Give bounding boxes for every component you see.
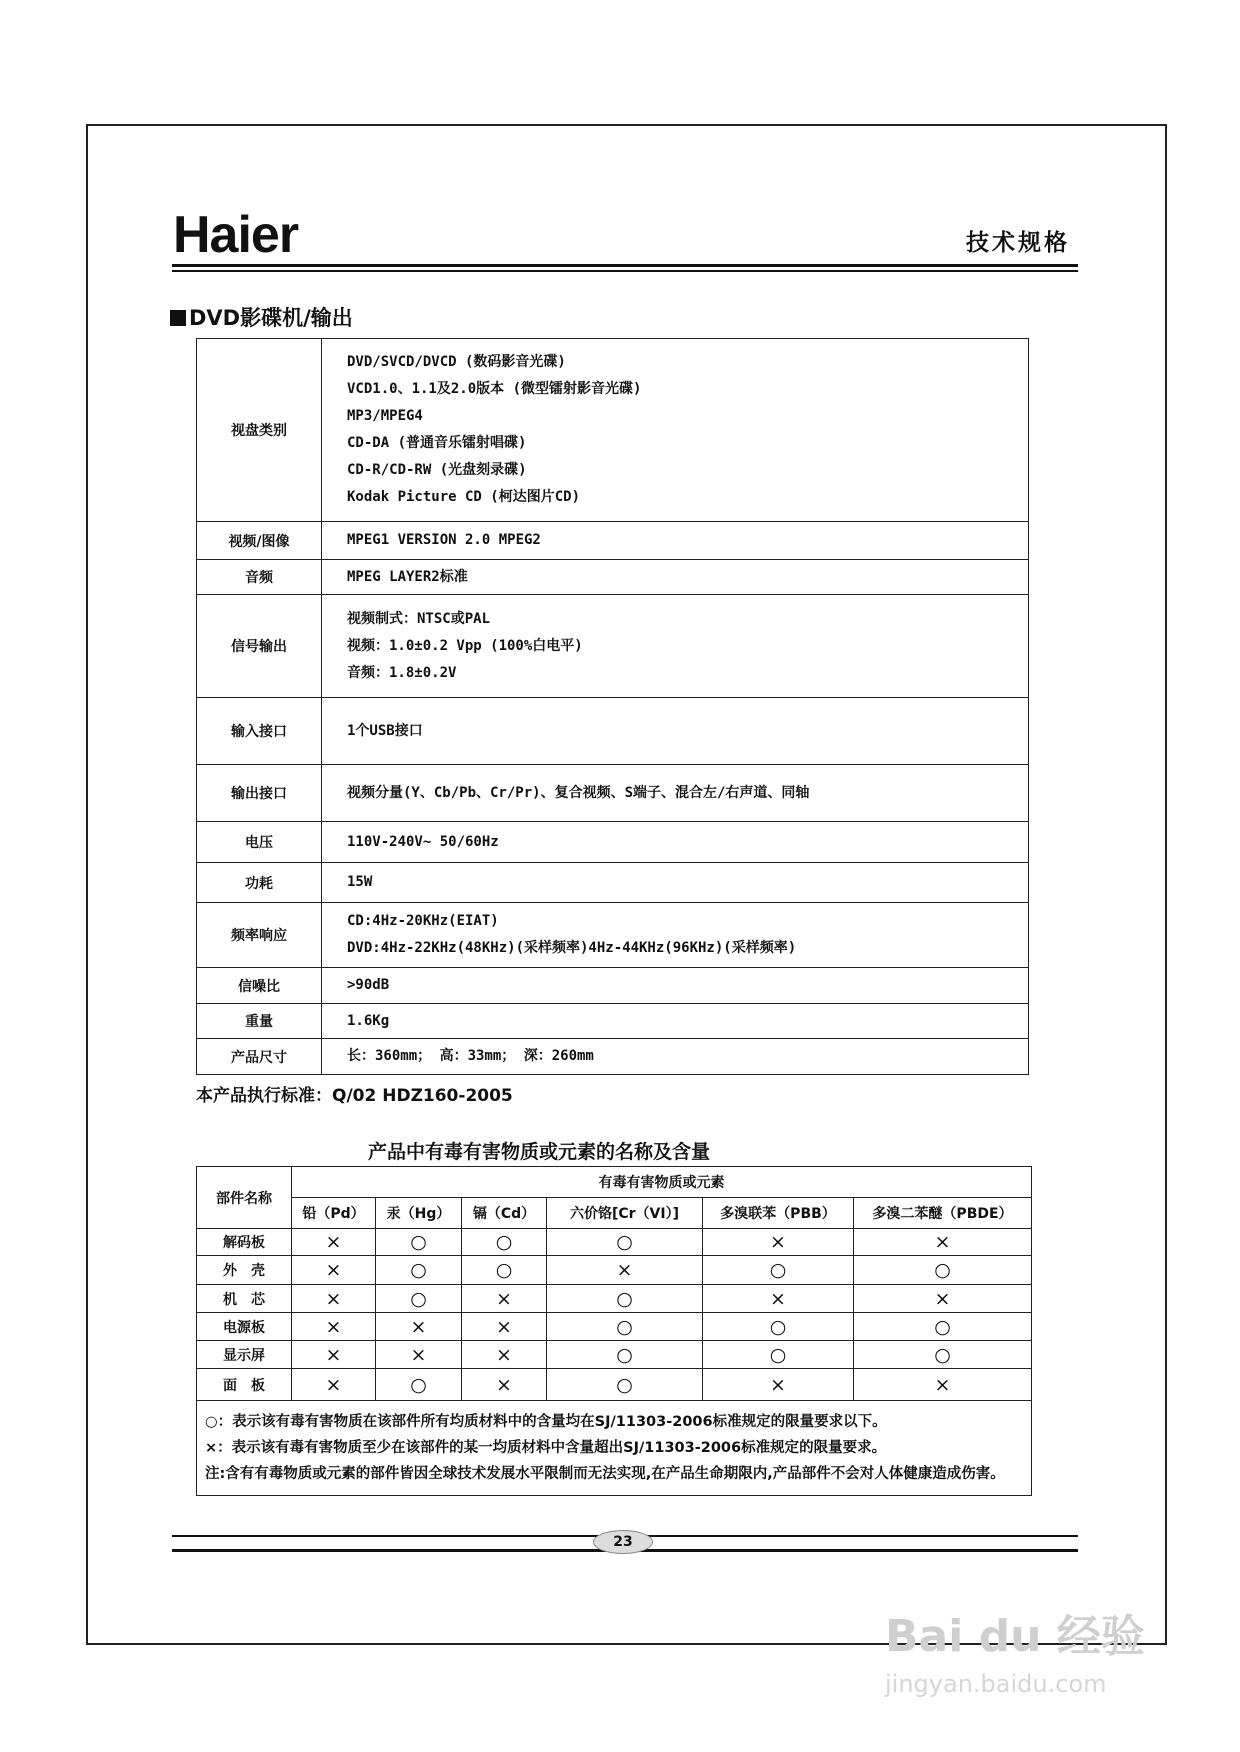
spec-value-line: DVD:4Hz-22KHz(48KHz)(采样频率)4Hz-44KHz(96KHz)(采样频率): [347, 940, 797, 956]
cross-mark-icon: ×: [292, 1256, 376, 1285]
hazard-row: [197, 1229, 1032, 1256]
circle-mark-icon: ○: [462, 1256, 547, 1285]
hazard-row: [197, 1341, 1032, 1369]
spec-value-line: MPEG LAYER2标准: [347, 568, 468, 585]
spec-table: [196, 338, 1029, 1075]
spec-value-line: 视频：1.0±0.2 Vpp (100%白电平): [347, 637, 583, 654]
spec-value-line: MPEG1 VERSION 2.0 MPEG2: [347, 532, 541, 548]
spec-value-line: 长：360mm； 高：33mm； 深：260mm: [347, 1048, 594, 1064]
cross-mark-icon: ×: [854, 1369, 1032, 1401]
spec-label: 频率响应: [197, 903, 322, 968]
substance-column-header: 六价铬[Cr（VI）]: [547, 1198, 703, 1229]
circle-mark-icon: ○: [376, 1369, 462, 1401]
circle-mark-icon: ○: [376, 1229, 462, 1256]
spec-value-line: VCD1.0、1.1及2.0版本 (微型镭射影音光碟): [347, 381, 642, 397]
spec-row: [197, 1004, 1029, 1039]
circle-mark-icon: ○: [854, 1256, 1032, 1285]
spec-label: 输出接口: [197, 765, 322, 822]
hazard-note: ○：表示该有毒有害物质在该部件所有均质材料中的含量均在SJ/11303-2006标准规定的限量要求以下。: [205, 1414, 887, 1430]
spec-value: [322, 968, 1029, 1004]
spec-value-line: DVD/SVCD/DVCD (数码影音光碟): [347, 354, 566, 370]
spec-row: [197, 903, 1029, 968]
spec-value-line: 音频：1.8±0.2V: [347, 664, 457, 681]
spec-label: 输入接口: [197, 698, 322, 765]
circle-mark-icon: ○: [703, 1341, 854, 1369]
hazard-notes: [197, 1401, 1032, 1496]
document-title: 技术规格: [966, 230, 1070, 256]
spec-value-line: 视频分量(Y、Cb/Pb、Cr/Pr)、复合视频、S端子、混合左/右声道、同轴: [347, 784, 810, 801]
part-name: 机 芯: [197, 1285, 292, 1313]
circle-mark-icon: ○: [547, 1369, 703, 1401]
circle-mark-icon: ○: [376, 1256, 462, 1285]
circle-mark-icon: ○: [547, 1229, 703, 1256]
spec-label: 电压: [197, 822, 322, 863]
circle-mark-icon: ○: [854, 1341, 1032, 1369]
spec-row: [197, 339, 1029, 522]
page-number: 23: [593, 1530, 653, 1554]
spec-value-line: 1个USB接口: [347, 722, 423, 739]
circle-mark-icon: ○: [854, 1313, 1032, 1341]
spec-label: 产品尺寸: [197, 1039, 322, 1075]
substance-column-header: 镉（Cd）: [462, 1198, 547, 1229]
square-bullet-icon: [170, 310, 186, 326]
cross-mark-icon: ×: [376, 1341, 462, 1369]
spec-value-line: 15W: [347, 874, 373, 890]
cross-mark-icon: ×: [376, 1313, 462, 1341]
spec-row: [197, 595, 1029, 698]
circle-mark-icon: ○: [547, 1341, 703, 1369]
watermark-url: jingyan.baidu.com: [885, 1670, 1107, 1698]
substance-group-header: 有毒有害物质或元素: [292, 1167, 1032, 1198]
substance-column-header: 铅（Pd）: [292, 1198, 376, 1229]
spec-label: 音频: [197, 560, 322, 595]
spec-value-line: 110V-240V~ 50/60Hz: [347, 833, 499, 850]
cross-mark-icon: ×: [292, 1229, 376, 1256]
hazard-row: [197, 1313, 1032, 1341]
spec-value: [322, 595, 1029, 698]
spec-value: [322, 822, 1029, 863]
spec-value: [322, 765, 1029, 822]
hazard-row: [197, 1285, 1032, 1313]
standard-note: 本产品执行标准：Q/02 HDZ160-2005: [196, 1086, 513, 1106]
spec-value: [322, 903, 1029, 968]
spec-value: [322, 863, 1029, 903]
substance-column-header: 汞（Hg）: [376, 1198, 462, 1229]
part-name: 电源板: [197, 1313, 292, 1341]
cross-mark-icon: ×: [462, 1341, 547, 1369]
spec-row: [197, 522, 1029, 560]
spec-row: [197, 863, 1029, 903]
spec-value-line: 1.6Kg: [347, 1012, 390, 1029]
spec-row: [197, 968, 1029, 1004]
spec-value-line: >90dB: [347, 977, 390, 993]
spec-label: 信号输出: [197, 595, 322, 698]
spec-value: [322, 698, 1029, 765]
watermark-logo: Bai du 经验: [885, 1611, 1145, 1662]
part-name: 解码板: [197, 1229, 292, 1256]
section-title: DVD影碟机/输出: [170, 302, 353, 332]
hazard-table: [196, 1166, 1032, 1496]
circle-mark-icon: ○: [703, 1256, 854, 1285]
cross-mark-icon: ×: [854, 1229, 1032, 1256]
header-rule: [172, 270, 1078, 272]
circle-mark-icon: ○: [547, 1285, 703, 1313]
spec-label: 信噪比: [197, 968, 322, 1004]
cross-mark-icon: ×: [703, 1229, 854, 1256]
haier-logo: Haier: [173, 206, 299, 264]
cross-mark-icon: ×: [547, 1256, 703, 1285]
spec-label: 重量: [197, 1004, 322, 1039]
spec-row: [197, 822, 1029, 863]
circle-mark-icon: ○: [376, 1285, 462, 1313]
cross-mark-icon: ×: [462, 1369, 547, 1401]
circle-mark-icon: ○: [547, 1313, 703, 1341]
spec-label: 视频/图像: [197, 522, 322, 560]
part-name: 外 壳: [197, 1256, 292, 1285]
cross-mark-icon: ×: [292, 1313, 376, 1341]
spec-value-line: MP3/MPEG4: [347, 408, 423, 424]
cross-mark-icon: ×: [854, 1285, 1032, 1313]
spec-row: [197, 1039, 1029, 1075]
cross-mark-icon: ×: [703, 1285, 854, 1313]
spec-row: [197, 765, 1029, 822]
spec-value: [322, 1039, 1029, 1075]
spec-label: 视盘类别: [197, 339, 322, 522]
part-name: 显示屏: [197, 1341, 292, 1369]
spec-value-line: Kodak Picture CD (柯达图片CD): [347, 489, 581, 505]
cross-mark-icon: ×: [462, 1313, 547, 1341]
cross-mark-icon: ×: [703, 1369, 854, 1401]
spec-value: [322, 522, 1029, 560]
hazard-table-title: 产品中有毒有害物质或元素的名称及含量: [368, 1141, 711, 1163]
spec-value-line: CD-DA (普通音乐镭射唱碟): [347, 435, 527, 451]
circle-mark-icon: ○: [462, 1229, 547, 1256]
spec-value: [322, 1004, 1029, 1039]
cross-mark-icon: ×: [462, 1285, 547, 1313]
cross-mark-icon: ×: [292, 1369, 376, 1401]
hazard-note: ×：表示该有毒有害物质至少在该部件的某一均质材料中含量超出SJ/11303-2006标准规定的限量要求。: [205, 1440, 887, 1456]
hazard-row: [197, 1256, 1032, 1285]
spec-value-line: 视频制式：NTSC或PAL: [347, 610, 491, 627]
header-rule: [172, 264, 1078, 267]
spec-value: [322, 339, 1029, 522]
spec-value-line: CD:4Hz-20KHz(EIAT): [347, 913, 499, 929]
substance-column-header: 多溴二苯醚（PBDE）: [854, 1198, 1032, 1229]
cross-mark-icon: ×: [292, 1285, 376, 1313]
cross-mark-icon: ×: [292, 1341, 376, 1369]
hazard-note: 注:含有有毒物质或元素的部件皆因全球技术发展水平限制而无法实现,在产品生命期限内,产品部件不会对人体健康造成伤害。: [205, 1466, 1005, 1482]
substance-column-header: 多溴联苯（PBB）: [703, 1198, 854, 1229]
hazard-row: [197, 1369, 1032, 1401]
spec-row: [197, 560, 1029, 595]
spec-value-line: CD-R/CD-RW (光盘刻录碟): [347, 462, 527, 478]
spec-row: [197, 698, 1029, 765]
part-name: 面 板: [197, 1369, 292, 1401]
circle-mark-icon: ○: [703, 1313, 854, 1341]
spec-label: 功耗: [197, 863, 322, 903]
spec-value: [322, 560, 1029, 595]
part-name-header: 部件名称: [197, 1167, 292, 1229]
